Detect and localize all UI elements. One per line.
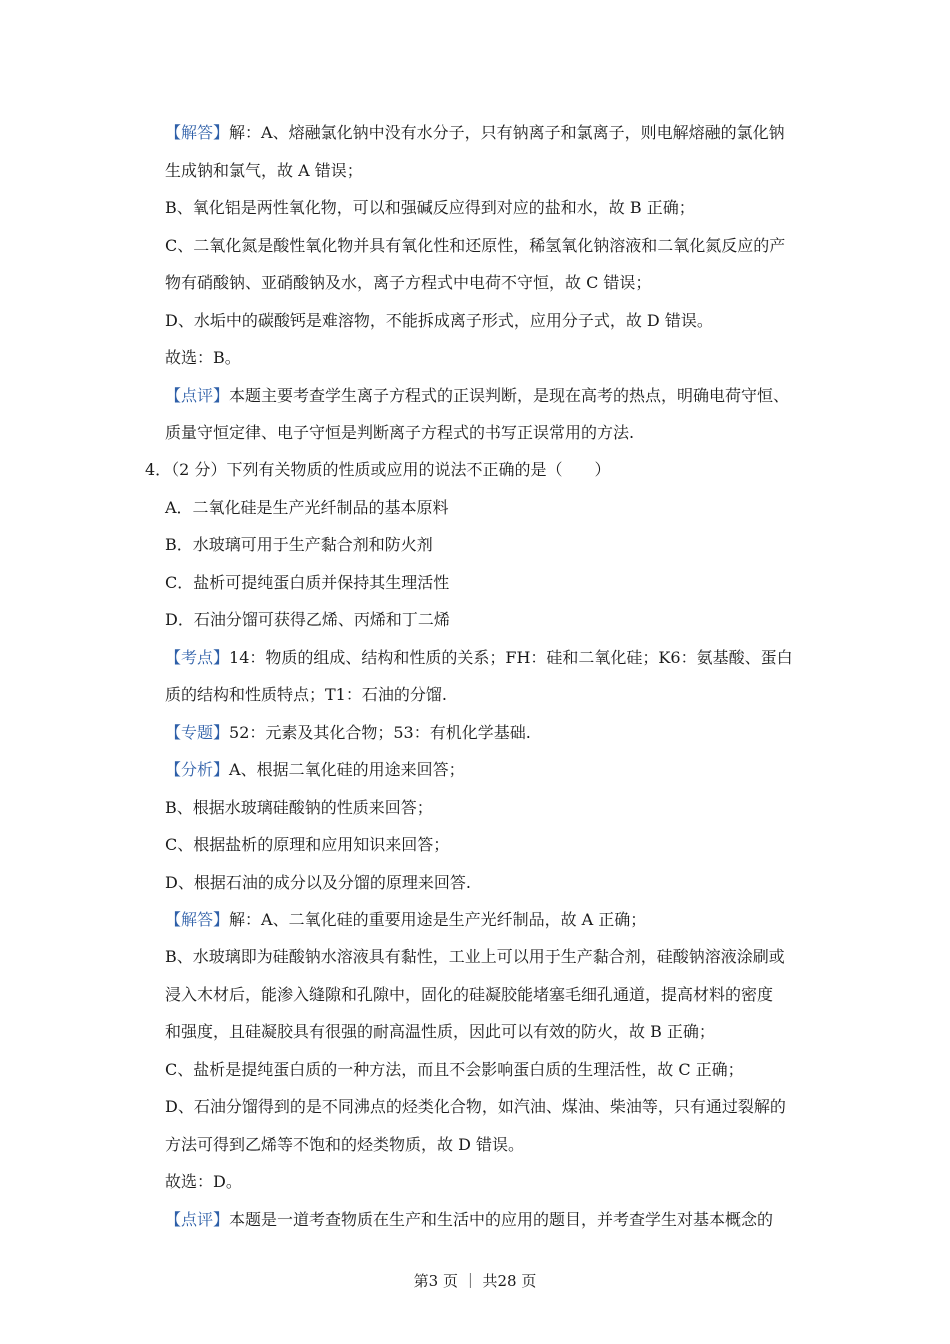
kaodian-paragraph [165,647,793,669]
answer-line: C、二氧化氮是酸性氧化物并具有氧化性和还原性，稀氢氧化钠溶液和二氧化氮反应的产 [165,236,786,255]
answer-line: B、氧化铝是两性氧化物，可以和强碱反应得到对应的盐和水，故 B 正确； [165,198,695,217]
answer-paragraph [165,122,785,144]
answer-text: 解：A、二氧化硅的重要用途是生产光纤制品，故 A 正确； [229,910,647,929]
zhuanti-text: 52：元素及其化合物；53：有机化学基础. [229,723,531,742]
question-stem: 4．（2 分）下列有关物质的性质或应用的说法不正确的是（ ） [145,460,611,479]
comment-tag: 【点评】 [165,1210,230,1229]
option-b: B．水玻璃可用于生产黏合剂和防火剂 [165,535,433,554]
zhuanti-tag: 【专题】 [165,723,230,742]
answer-text: 解：A、熔融氯化钠中没有水分子，只有钠离子和氯离子，则电解熔融的氯化钠 [229,123,785,142]
answer-tag: 【解答】 [165,123,230,142]
fenxi-line: D、根据石油的成分以及分馏的原理来回答. [165,873,471,892]
answer-line: D、石油分馏得到的是不同沸点的烃类化合物，如汽油、煤油、柴油等，只有通过裂解的 [165,1097,786,1116]
comment-paragraph [165,1209,773,1231]
kaodian-tag: 【考点】 [165,648,230,667]
fenxi-line: B、根据水玻璃硅酸钠的性质来回答； [165,798,433,817]
comment-paragraph [165,385,789,407]
comment-line: 质量守恒定律、电子守恒是判断离子方程式的书写正误常用的方法. [165,423,635,442]
option-a: A．二氧化硅是生产光纤制品的基本原料 [165,498,449,517]
answer-paragraph [165,909,646,931]
comment-tag: 【点评】 [165,386,230,405]
kaodian-line: 质的结构和性质特点；T1：石油的分馏. [165,685,447,704]
zhuanti-paragraph [165,722,531,744]
option-d: D．石油分馏可获得乙烯、丙烯和丁二烯 [165,610,450,629]
answer-tag: 【解答】 [165,910,230,929]
answer-line: D、水垢中的碳酸钙是难溶物，不能拆成离子形式，应用分子式，故 D 错误。 [165,311,713,330]
answer-line: 浸入木材后，能渗入缝隙和孔隙中，固化的硅凝胶能堵塞毛细孔通道，提高材料的密度 [165,985,774,1004]
page-footer: 第3 页 ｜ 共28 页 [413,1272,537,1290]
fenxi-text: A、根据二氧化硅的用途来回答； [229,760,465,779]
choice-line: 故选：D。 [165,1172,242,1191]
option-c: C．盐析可提纯蛋白质并保持其生理活性 [165,573,450,592]
answer-line: 方法可得到乙烯等不饱和的烃类物质，故 D 错误。 [165,1135,525,1154]
fenxi-tag: 【分析】 [165,760,230,779]
answer-line: B、水玻璃即为硅酸钠水溶液具有黏性，工业上可以用于生产黏合剂，硅酸钠溶液涂刷或 [165,947,785,966]
fenxi-line: C、根据盐析的原理和应用知识来回答； [165,835,450,854]
choice-line: 故选：B。 [165,348,241,367]
comment-text: 本题主要考查学生离子方程式的正误判断，是现在高考的热点，明确电荷守恒、 [229,386,790,405]
kaodian-text: 14：物质的组成、结构和性质的关系；FH：硅和二氧化硅；K6：氨基酸、蛋白 [229,648,793,667]
comment-text: 本题是一道考查物质在生产和生活中的应用的题目，并考查学生对基本概念的 [229,1210,774,1229]
answer-line: 和强度，且硅凝胶具有很强的耐高温性质，因此可以有效的防火，故 B 正确； [165,1022,715,1041]
fenxi-paragraph [165,759,465,781]
answer-line: 物有硝酸钠、亚硝酸钠及水，离子方程式中电荷不守恒，故 C 错误； [165,273,652,292]
answer-line: C、盐析是提纯蛋白质的一种方法，而且不会影响蛋白质的生理活性，故 C 正确； [165,1060,744,1079]
answer-line: 生成钠和氯气，故 A 错误； [165,161,363,180]
